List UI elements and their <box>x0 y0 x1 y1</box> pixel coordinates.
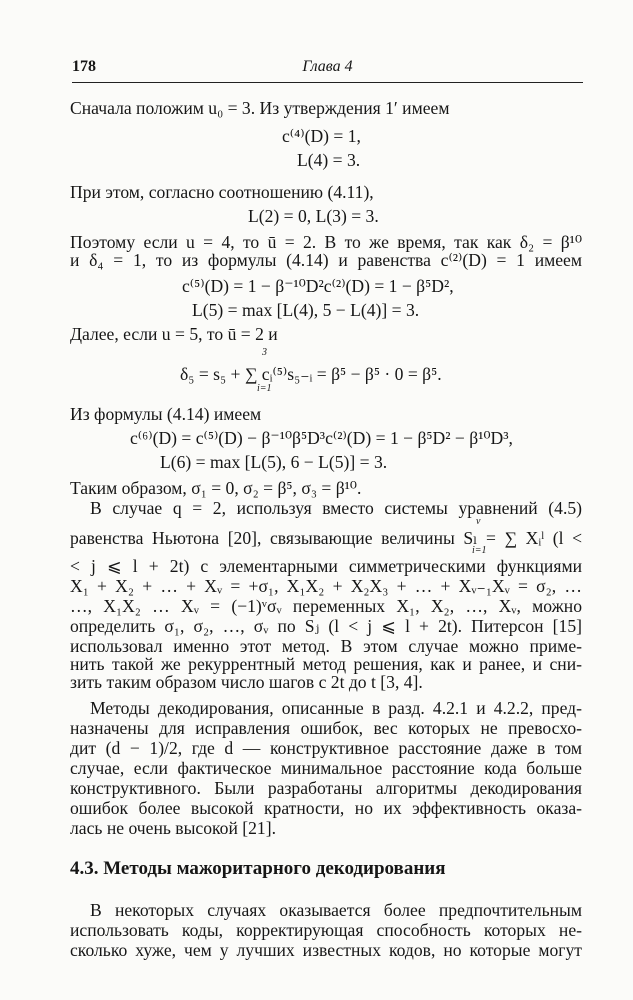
text-line: …, X₁X₂ … Xᵥ = (−1)ᵛσᵥ переменных X₁, X₂, …, Xᵥ, можно <box>70 596 582 616</box>
text-line: < j ⩽ l + 2t) с элементарными симметрическими функциями <box>70 556 582 576</box>
section-heading: 4.3. Методы мажоритарного декодирования <box>70 858 446 879</box>
sum-lower-limit: i=1 <box>257 383 272 394</box>
text-line: равенства Ньютона [20], связывающие величины Sₗ = ∑ Xᵢˡ (l < <box>70 528 582 548</box>
text-line: использовать коды, корректирующая способность которых не- <box>70 920 582 940</box>
text-line: конструктивного. Были разработаны алгоритмы декодирования <box>70 778 582 798</box>
text-line: Поэтому если u = 4, то ū = 2. В то же время, так как δ₂ = β¹⁰ <box>70 232 582 252</box>
text-line: В случае q = 2, используя вместо системы уравнений (4.5) <box>90 498 582 518</box>
formula-line: c⁽⁵⁾(D) = 1 − β⁻¹⁰D²c⁽²⁾(D) = 1 − β⁵D², <box>182 276 454 296</box>
formula-line: L(6) = max [L(5), 6 − L(5)] = 3. <box>160 452 388 472</box>
formula-line: L(5) = max [L(4), 5 − L(4)] = 3. <box>192 300 420 320</box>
text-line: зить таким образом число шагов с 2t до t [3, 4]. <box>70 672 423 692</box>
text-line: использовал именно этот метод. В этом случае можно приме- <box>70 636 582 656</box>
formula-line: c⁽⁴⁾(D) = 1, <box>282 126 361 146</box>
text-line: сколько хуже, чем у лучших известных кодов, но которые могут <box>70 940 582 960</box>
text-line: Из формулы (4.14) имеем <box>70 404 262 424</box>
text-line: лась не очень высокой [21]. <box>70 818 276 838</box>
sum-upper-limit: v <box>476 516 481 527</box>
text-line: дит (d − 1)/2, где d — конструктивное расстояние даже в том <box>70 738 582 758</box>
text-line: определить σ₁, σ₂, …, σᵥ по Sⱼ (l < j ⩽ l + 2t). Питерсон [15] <box>70 616 582 636</box>
text-line: Сначала положим u₀ = 3. Из утверждения 1′ имеем <box>70 98 450 118</box>
text-line: ошибок более высокой кратности, но их эффективность оказа- <box>70 798 582 818</box>
formula-line: L(2) = 0, L(3) = 3. <box>248 206 379 226</box>
formula-line: δ₅ = s₅ + ∑ cᵢ⁽⁵⁾s₅₋ᵢ = β⁵ − β⁵ · 0 = β⁵. <box>180 364 442 384</box>
text-line: В некоторых случаях оказывается более предпочтительным <box>90 900 582 920</box>
text-line: Таким образом, σ₁ = 0, σ₂ = β⁵, σ₃ = β¹⁰. <box>70 478 362 498</box>
text-line: Далее, если u = 5, то ū = 2 и <box>70 324 278 344</box>
text-line: назначены для исправления ошибок, вес которых не превосхо- <box>70 718 582 738</box>
formula-line: L(4) = 3. <box>297 150 361 170</box>
text-line: При этом, согласно соотношению (4.11), <box>70 182 374 202</box>
text-line: X₁ + X₂ + … + Xᵥ = +σ₁, X₁X₂ + X₂X₃ + … + Xᵥ₋₁Xᵥ = σ₂, … <box>70 576 582 596</box>
text-line: случае, если фактическое минимальное расстояние кода больше <box>70 758 582 778</box>
page-number: 178 <box>72 58 96 75</box>
text-line: нить такой же рекуррентный метод решения, как и ранее, и сни- <box>70 654 582 674</box>
running-header <box>72 58 583 83</box>
chapter-title: Глава 4 <box>302 58 353 75</box>
text-line: Методы декодирования, описанные в разд. 4.2.1 и 4.2.2, пред- <box>90 698 582 718</box>
sum-lower-limit: i=1 <box>472 545 487 556</box>
text-line: и δ₄ = 1, то из формулы (4.14) и равенства c⁽²⁾(D) = 1 имеем <box>70 250 582 270</box>
sum-upper-limit: 3 <box>262 347 267 358</box>
formula-line: c⁽⁶⁾(D) = c⁽⁵⁾(D) − β⁻¹⁰β⁵D³c⁽²⁾(D) = 1 − β⁵D² − β¹⁰D³, <box>130 428 513 448</box>
